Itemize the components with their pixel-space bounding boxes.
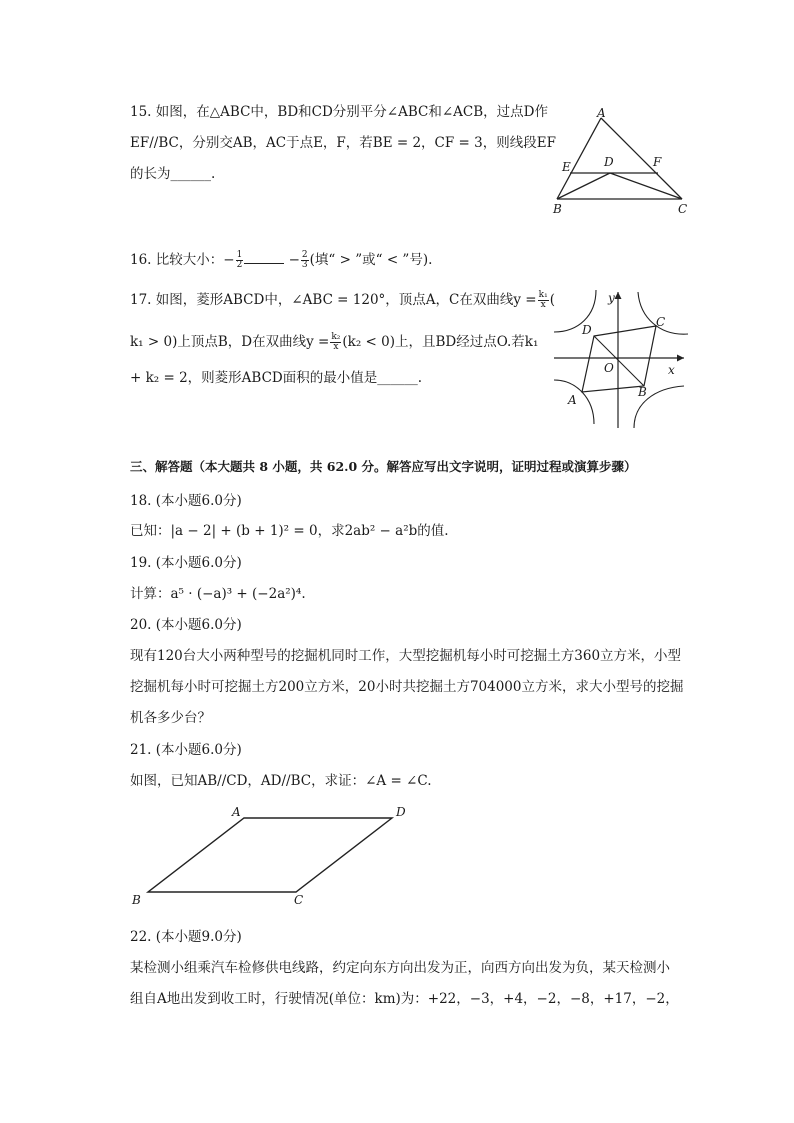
q15-line-3: 的长为______. bbox=[130, 166, 216, 182]
q17-label-b: B bbox=[638, 385, 647, 399]
q16-frac1-num: 1 bbox=[236, 250, 243, 260]
q17-fraction-1 bbox=[538, 291, 549, 310]
q18-head: 18. (本小题6.0分) bbox=[130, 493, 242, 509]
q16-fraction-2 bbox=[301, 251, 309, 270]
q21-body: 如图，已知AB//CD，AD//BC，求证：∠A = ∠C. bbox=[130, 773, 432, 789]
q17-line-1 bbox=[130, 291, 555, 310]
q21-label-a: A bbox=[232, 805, 241, 819]
q16-suffix: (填“ > ”或“ < ”号). bbox=[309, 252, 433, 268]
q22-line-2: 组自A地出发到收工时，行驶情况(单位：km)为：+22，−3，+4，−2，−8，+17，−2， bbox=[130, 991, 679, 1007]
q21-label-c: C bbox=[294, 893, 304, 907]
q17-frac2-num: k₂ bbox=[331, 332, 341, 342]
q17-frac1-den: x bbox=[540, 300, 546, 310]
q15-label-d: D bbox=[604, 155, 614, 169]
q16-mid: − bbox=[288, 252, 300, 268]
q15-line-2: EF//BC，分别交AB，AC于点E，F，若BE = 2，CF = 3，则线段EF bbox=[130, 135, 556, 151]
q17-label-a: A bbox=[568, 393, 577, 407]
q15-line-1: 15. 如图，在△ABC中，BD和CD分别平分∠ABC和∠ACB，过点D作 bbox=[130, 104, 548, 120]
q16-prefix: 16. 比较大小：− bbox=[130, 252, 235, 268]
q20-line-1: 现有120台大小两种型号的挖掘机同时工作，大型挖掘机每小时可挖掘土方360立方米，小型 bbox=[130, 648, 682, 664]
q17-frac1-num: k₁ bbox=[538, 290, 548, 300]
q16-answer-blank bbox=[244, 249, 284, 264]
q16-fraction-1 bbox=[236, 251, 244, 270]
q21-label-d: D bbox=[396, 805, 406, 819]
q22-head: 22. (本小题9.0分) bbox=[130, 929, 242, 945]
q15-label-e: E bbox=[562, 160, 571, 174]
q22-line-1: 某检测小组乘汽车检修供电线路，约定向东方向出发为正，向西方向出发为负，某天检测小 bbox=[130, 960, 670, 976]
q15-label-c: C bbox=[678, 202, 688, 216]
q16-line bbox=[130, 249, 432, 270]
q17-line-3: + k₂ = 2，则菱形ABCD面积的最小值是______. bbox=[130, 370, 423, 386]
q17-label-d: D bbox=[582, 323, 592, 337]
q17-frac2-den: x bbox=[333, 342, 339, 352]
q21-head: 21. (本小题6.0分) bbox=[130, 742, 242, 758]
q17-label-y: y bbox=[608, 291, 615, 305]
q17-line2-text: k₁ > 0)上顶点B，D在双曲线y = bbox=[130, 334, 330, 350]
q17-label-x: x bbox=[668, 363, 675, 377]
section-3-heading: 三、解答题（本大题共 8 小题，共 62.0 分。解答应写出文字说明，证明过程或演算步骤） bbox=[130, 459, 637, 474]
q19-body: 计算：a⁵ · (−a)³ + (−2a²)⁴. bbox=[130, 586, 306, 602]
q17-label-o: O bbox=[604, 361, 614, 375]
q16-frac1-den: 2 bbox=[236, 260, 243, 270]
q19-head: 19. (本小题6.0分) bbox=[130, 555, 242, 571]
q15-triangle-figure bbox=[548, 104, 698, 216]
q17-line-2 bbox=[130, 333, 538, 352]
q15-label-f: F bbox=[653, 155, 662, 169]
q17-line2-tail: (k₂ < 0)上，且BD经过点O.若k₁ bbox=[342, 334, 539, 350]
q21-parallelogram-figure bbox=[130, 800, 420, 912]
q17-line1-tail: ( bbox=[549, 292, 555, 308]
q16-frac2-den: 3 bbox=[301, 260, 308, 270]
q17-line1-text: 17. 如图，菱形ABCD中，∠ABC = 120°，顶点A，C在双曲线y = bbox=[130, 292, 537, 308]
q17-rhombus-hyperbola-figure bbox=[549, 288, 692, 430]
q17-label-c: C bbox=[656, 315, 666, 329]
q17-fraction-2 bbox=[330, 333, 341, 352]
q21-label-b: B bbox=[132, 893, 141, 907]
q15-label-a: A bbox=[597, 106, 606, 120]
q20-head: 20. (本小题6.0分) bbox=[130, 617, 242, 633]
q15-label-b: B bbox=[553, 202, 562, 216]
q20-line-3: 机各多少台？ bbox=[130, 710, 211, 726]
q16-frac2-num: 2 bbox=[301, 250, 308, 260]
q18-body: 已知：|a − 2| + (b + 1)² = 0，求2ab² − a²b的值. bbox=[130, 523, 449, 539]
q20-line-2: 挖掘机每小时可挖掘土方200立方米，20小时共挖掘土方704000立方米，求大小型号的挖掘 bbox=[130, 679, 684, 695]
